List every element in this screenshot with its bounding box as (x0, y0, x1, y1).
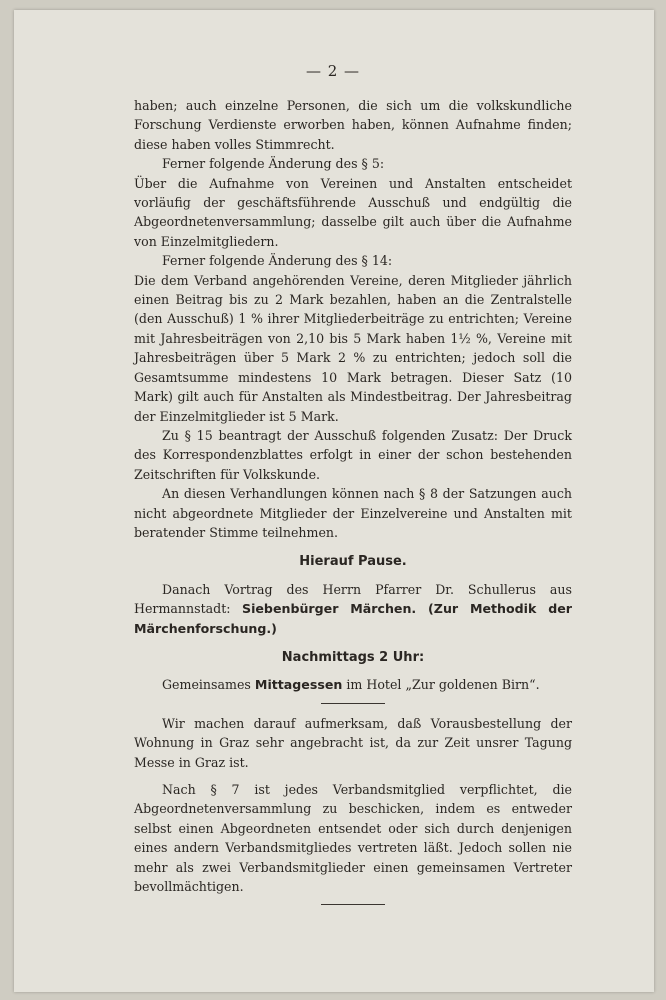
paragraph-lunch (134, 675, 572, 694)
paragraph-obligation: Nach § 7 ist jedes Verbandsmitglied verpflichtet, die Abgeordnetenversammlung zu beschicken, indem es entweder selbst einen Abgeordneten entsendet oder sich durch denjenigen eines andern Verbandsmitgliedes vertreten läßt. Jedoch sollen nie mehr als zwei Verbandsmitglieder einen gemeinsamen Vertreter bevollmächtigen. (134, 782, 572, 895)
lunch-post: im Hotel „Zur goldenen Birn“. (346, 677, 540, 693)
divider-rule (321, 703, 385, 704)
paragraph-amendment-5: Über die Aufnahme von Vereinen und Anstalten entscheidet vorläufig der geschäftsführende Ausschuß und endgültig die Abgeordnetenversammlung; dasselbe gilt auch über die Aufnahme von Einzelmitgliedern. (134, 175, 572, 249)
lecture-title: Siebenbürger Märchen. (Zur Methodik der Märchenforschung.) (134, 601, 572, 636)
paragraph-membership: haben; auch einzelne Personen, die sich um die volkskundliche Forschung Verdienste erworben haben, können Aufnahme finden; diese haben volles Stimmrecht. (134, 98, 572, 152)
paragraph-amendment-14-intro: Ferner folgende Änderung des § 14: (162, 253, 393, 269)
paragraph-amendment-15: Zu § 15 beantragt der Ausschuß folgenden Zusatz: Der Druck des Korrespondenzblattes erfolgt in einer der schon bestehenden Zeitschriften für Volkskunde. (134, 427, 572, 482)
page-number: — 2 — (305, 62, 361, 80)
paragraph-amendment-5-intro: Ferner folgende Änderung des § 5: (162, 156, 385, 172)
lunch-bold: Mittagessen (254, 677, 343, 693)
document-body (134, 96, 572, 915)
paragraph-lecture (134, 580, 572, 638)
heading-afternoon: Nachmittags 2 Uhr: (281, 649, 425, 665)
end-rule (321, 904, 385, 905)
paragraph-participation: An diesen Verhandlungen können nach § 8 der Satzungen auch nicht abgeordnete Mitglieder der Einzelvereine und Anstalten mit beratender Stimme teilnehmen. (134, 486, 572, 540)
lecture-intro: Danach Vortrag des Herrn Pfarrer Dr. Schullerus aus Hermannstadt: (134, 581, 572, 617)
paragraph-accommodation: Wir machen darauf aufmerksam, daß Vorausbestellung der Wohnung in Graz sehr angebracht ist, da zur Zeit unsrer Tagung Messe in Graz ist. (134, 715, 572, 770)
heading-pause: Hierauf Pause. (299, 554, 407, 570)
lunch-pre: Gemeinsames (162, 677, 251, 693)
paragraph-amendment-14: Die dem Verband angehörenden Vereine, deren Mitglieder jährlich einen Beitrag bis zu 2 Mark bezahlen, haben an die Zentralstelle (den Ausschuß) 1 % ihrer Mitgliederbeiträge zu entrichten; Vereine mit Jahresbeiträgen von 2,10 bis 5 Mark haben 1½ %, Vereine mit Jahresbeiträgen über 5 Mark 2 % zu entrichten; jedoch soll die Gesamtsumme mindestens 10 Mark betragen. Dieser Satz (10 Mark) gilt auch für Anstalten als Mindestbeitrag. Der Jahresbeitrag der Einzelmitglieder ist 5 Mark. (134, 272, 572, 424)
